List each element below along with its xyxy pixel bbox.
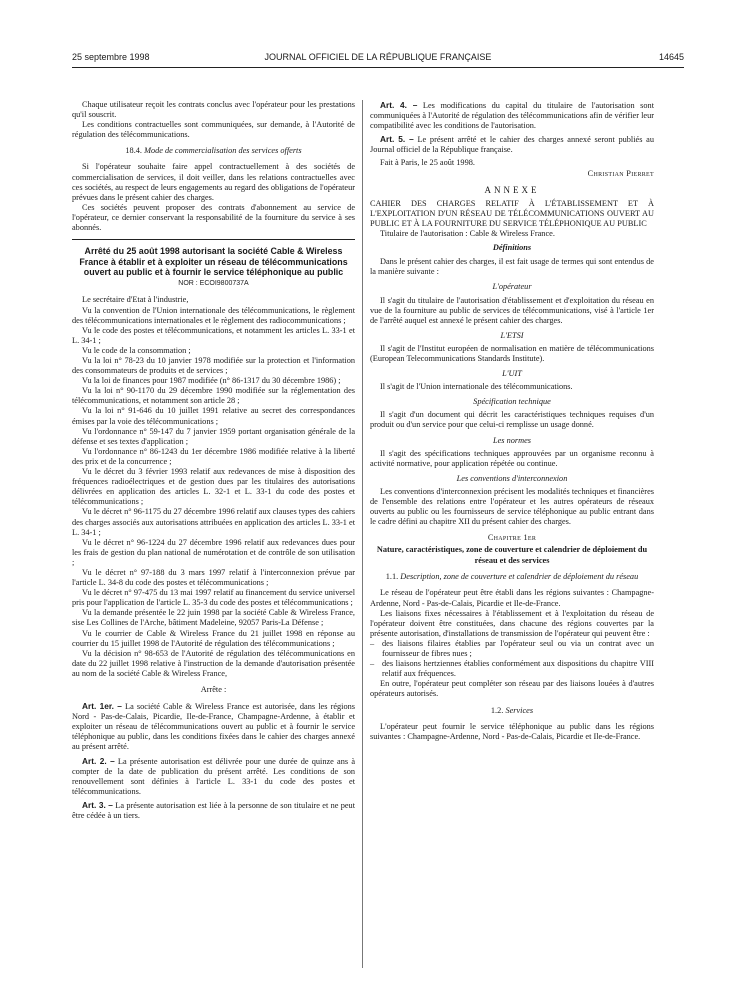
paragraph: Si l'opérateur souhaite faire appel contractuellement à des sociétés de commercialisation de services, il doit veiller, dans les relations contractuelles avec ces sociétés, au respect de leurs engagements au regard des obligations de l'opérateur prévues dans le présent cahier des charges. <box>72 162 355 202</box>
definition: Il s'agit de l'Union internationale des télécommunications. <box>380 382 573 392</box>
article-2: Art. 2. – La présente autorisation est délivrée pour une durée de quinze ans à compter de la date de publication du présent arrêté. Les conditions de son renouvellement sont définies à l'article L. 33-1 du code des postes et télécommunications. <box>72 755 355 796</box>
visa-item: Vu la loi n° 78-23 du 10 janvier 1978 modifiée sur la protection et l'information des consommateurs de produits et de services ; <box>72 356 355 376</box>
paragraph: L'opérateur peut fournir le service téléphonique au public dans les régions suivantes : Champagne-Ardenne, Nord - Pas-de-Calais, Picardie et Ile-de-France. <box>370 721 654 741</box>
visa-item: Vu le courrier de Cable & Wireless France du 21 juillet 1998 en réponse au courrier du 15 juillet 1998 de l'Autorité de régulation des télécommunications ; <box>72 628 355 648</box>
header-journal-title: JOURNAL OFFICIEL DE LA RÉPUBLIQUE FRANÇAISE <box>264 52 492 62</box>
article-4: Art. 4. – Les modifications du capital du titulaire de l'autorisation sont communiquées à l'Autorité de régulation des télécommunications afin de vérifier leur compatibilité avec les conditions de l'autorisation. <box>370 100 654 131</box>
list-item: – des liaisons hertziennes établies conformément aux dispositions du chapitre VIII relatif aux fréquences. <box>370 659 654 679</box>
visas-list <box>72 295 355 679</box>
term-heading: L'ETSI <box>500 330 524 340</box>
visa-item: Vu le décret n° 96-1175 du 27 décembre 1996 relatif aux clauses types des cahiers des charges associés aux autorisations attribuées en application des articles L. 33-1 et L. 34-1 ; <box>72 507 356 537</box>
paragraph: Les liaisons fixes nécessaires à l'établissement et à l'exploitation du réseau de l'opérateur doivent être constituées, dans chacune des régions couvertes par la présente autorisation, d'installations de transmission de l'opérateur qui peuvent être : <box>370 608 654 638</box>
visa-item: Vu la loi n° 90-1170 du 29 décembre 1990 modifiée sur la réglementation des télécommunications, et notamment son article 28 ; <box>72 386 355 406</box>
definition: Il s'agit d'un document qui décrit les caractéristiques techniques requises d'un produit ou d'un service pour que celui-ci remplisse un usage donné. <box>370 410 654 430</box>
definition: Il s'agit du titulaire de l'autorisation d'établissement et d'exploitation du réseau en vue de la fourniture au public de services de télécommunications, visé à l'article 1er de l'arrêté auquel est annexé le présent cahier des charges. <box>370 295 654 325</box>
visa-item: Vu le décret n° 97-475 du 13 mai 1997 relatif au financement du service universel pris pour l'application de l'article L. 35-3 du code des postes et télécommunications ; <box>72 588 355 608</box>
definitions-heading: Définitions <box>492 243 532 253</box>
visa-item: Vu la décision n° 98-653 de l'Autorité de régulation des télécommunications en date du 22 juillet 1998 relative à l'instruction de la demande d'autorisation présentée au nom de la société Cable & Wireless France, <box>72 648 355 678</box>
separator <box>72 239 355 240</box>
term-heading: L'opérateur <box>492 282 532 292</box>
visa-item: Vu l'ordonnance n° 86-1243 du 1er décembre 1986 modifiée relative à la liberté des prix et de la concurrence ; <box>72 446 355 466</box>
paragraph: Dans le présent cahier des charges, il est fait usage de termes qui sont entendus de la manière suivante : <box>370 257 654 277</box>
definition: Il s'agit de l'Institut européen de normalisation en matière de télécommunications (European Telecommunications Standards Institute). <box>370 343 654 363</box>
section-heading-18-4: 18.4. Mode de commercialisation des services offerts <box>125 146 302 156</box>
visa-item: Vu la convention de l'Union internationale des télécommunications, le règlement des télécommunications internationales et le règlement des radiocommunications ; <box>72 305 355 325</box>
term-heading: L'UIT <box>502 369 522 379</box>
article-5: Art. 5. – Le présent arrêté et le cahier des charges annexé seront publiés au Journal officiel de la République française. <box>370 134 654 155</box>
visa-item: Vu la loi n° 91-646 du 10 juillet 1991 relative au secret des correspondances émises par la voie des télécommunications ; <box>72 406 355 426</box>
visa-item: Vu le code de la consommation ; <box>82 345 191 355</box>
term-heading: Les conventions d'interconnexion <box>456 473 568 483</box>
header-date: 25 septembre 1998 <box>72 52 150 62</box>
right-column <box>370 100 654 742</box>
paragraph: En outre, l'opérateur peut compléter son réseau par des liaisons louées à d'autres opérateurs autorisés. <box>370 679 654 699</box>
arrete-label: Arrête : <box>200 685 227 694</box>
annexe-heading: ANNEXE <box>484 184 540 195</box>
definition: Les conventions d'interconnexion précisent les modalités techniques et financières de l'ensemble des relations entre l'opérateur et les autres opérateurs de réseaux ouverts au public ou les fournisseurs de service téléphonique au public entrant dans le cadre défini au chapitre XII du présent cahier des charges. <box>370 486 654 527</box>
paragraph: Ces sociétés peuvent proposer des contrats d'abonnement au service de l'opérateur, ce dernier conservant la responsabilité de la fourniture du service à ses abonnés. <box>72 202 355 233</box>
left-column <box>72 100 355 821</box>
visa-item: Vu l'ordonnance n° 59-147 du 7 janvier 1959 portant organisation générale de la défense et ses textes d'application ; <box>72 426 355 446</box>
list-item: – des liaisons filaires établies par l'opérateur seul ou via un contrat avec un fournisseur de fibres nues ; <box>370 638 654 659</box>
cahier-title: CAHIER DES CHARGES RELATIF À L'ÉTABLISSEMENT ET À L'EXPLOITATION D'UN RÉSEAU DE TÉLÉCOMMUNICATIONS OUVERT AU PUBLIC ET À LA FOURNITURE DU SERVICE TÉLÉPHONIQUE AU PUBLIC <box>370 198 654 228</box>
definition: Il s'agit des spécifications techniques approuvées par un organisme reconnu à activité normative, pour application répétée ou continue. <box>370 448 654 468</box>
chapter-title: Nature, caractéristiques, zone de couverture et calendrier de déploiement du réseau et des services <box>376 545 648 565</box>
paragraph: Le réseau de l'opérateur peut être établi dans les régions suivantes : Champagne-Ardenne, Nord - Pas-de-Calais, Picardie et Ile-de-France. <box>370 588 654 608</box>
nor-reference: NOR : ECOI9800737A <box>178 280 249 288</box>
arrete-title: Arrêté du 25 août 1998 autorisant la société Cable & Wireless France à établir et à exploiter un réseau de télécommunications ouvert au public et à fournir le service téléphonique au public <box>79 246 348 277</box>
visa-item: Vu le décret n° 97-188 du 3 mars 1997 relatif à l'interconnexion prévue par l'article L. 34-8 du code des postes et télécommunications ; <box>72 567 355 588</box>
fait-a-paris: Fait à Paris, le 25 août 1998. <box>380 158 475 168</box>
chapter-label: Chapitre 1er <box>487 533 537 543</box>
term-heading: Les normes <box>492 435 532 445</box>
paragraph: Chaque utilisateur reçoit les contrats conclus avec l'opérateur pour les prestations qu'il souscrit. <box>72 100 355 120</box>
header-rule <box>72 67 684 68</box>
visa-item: Le secrétaire d'Etat à l'industrie, <box>82 295 189 305</box>
article-3: Art. 3. – La présente autorisation est liée à la personne de son titulaire et ne peut être cédée à un tiers. <box>72 799 356 821</box>
section-heading-1-2: 1.2. Services <box>490 705 534 715</box>
article-1: Art. 1er. – La société Cable & Wireless France est autorisée, dans les régions Nord - Pas-de-Calais, Picardie, Ile-de-France, Champagne-Ardenne, à établir et exploiter un réseau de télécommunications ouvert au public et à fournir le service téléphonique au public, dans les conditions fixées dans le cahier des charges annexé au présent arrêté. <box>72 701 355 752</box>
liaisons-list <box>370 639 654 679</box>
term-heading: Spécification technique <box>473 397 551 407</box>
header-page-number: 14645 <box>658 52 684 62</box>
page-header <box>72 52 684 66</box>
section-heading-1-1: 1.1. Description, zone de couverture et calendrier de déploiement du réseau <box>385 572 639 582</box>
column-divider <box>362 100 363 968</box>
signature: Christian Pierret <box>587 168 654 178</box>
visa-item: Vu la loi de finances pour 1987 modifiée (n° 86-1317 du 30 décembre 1986) ; <box>82 376 341 386</box>
visa-item: Vu la demande présentée le 22 juin 1998 par la société Cable & Wireless France, sise Les Collines de l'Arche, bâtiment Madeleine, 92057 Paris-La Défense ; <box>72 608 355 628</box>
titulaire: Titulaire de l'autorisation : Cable & Wireless France. <box>380 229 555 239</box>
paragraph: Les conditions contractuelles sont communiquées, sur demande, à l'Autorité de régulation des télécommunications. <box>72 120 355 140</box>
visa-item: Vu le décret du 3 février 1993 relatif aux redevances de mise à disposition des fréquences radioélectriques et de gestion dues par les titulaires des autorisations délivrées en application des articles L. 32-1 et L. 33-1 du code des postes et télécommunications ; <box>72 467 355 507</box>
visa-item: Vu le code des postes et télécommunications, et notamment les articles L. 33-1 et L. 34-1 ; <box>72 325 355 345</box>
visa-item: Vu le décret n° 96-1224 du 27 décembre 1996 relatif aux redevances dues pour les frais de gestion du plan national de numérotation et de contrôle de son utilisation ; <box>72 537 355 567</box>
